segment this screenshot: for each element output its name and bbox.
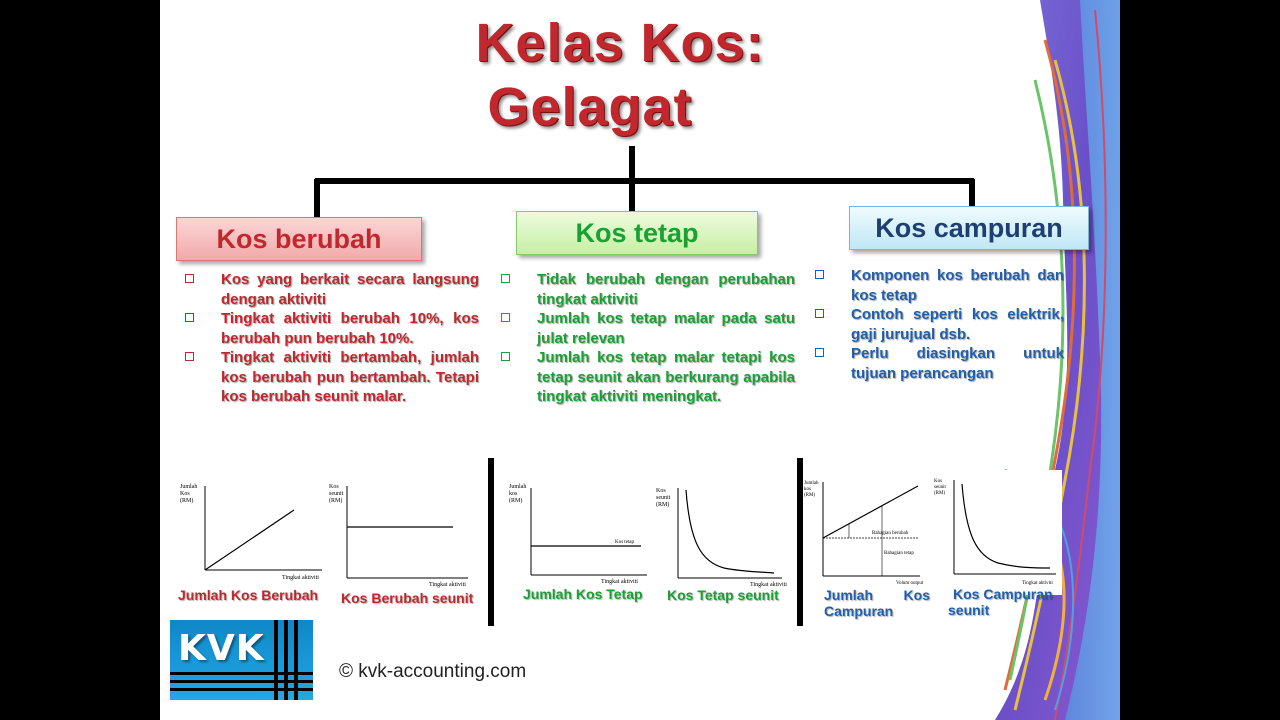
- caption-jumlah-kos-berubah: Jumlah Kos Berubah: [178, 587, 319, 603]
- graph-kos-berubah-seunit: [323, 478, 483, 593]
- caption-jumlah-kos-campuran-1: Jumlah Kos: [824, 587, 930, 603]
- copyright-text: © kvk-accounting.com: [339, 661, 527, 682]
- caption-kos-tetap-seunit: Kos Tetap seunit: [667, 587, 779, 603]
- kos-campuran-box: [849, 206, 1089, 250]
- kos-berubah-box: [176, 217, 422, 261]
- svg-text:(RM): (RM): [329, 498, 343, 504]
- svg-text:Tingkat aktiviti: Tingkat aktiviti: [282, 575, 319, 581]
- list-item: Tingkat aktiviti bertambah, jumlah kos berubah pun bertambah. Tetapi kos berubah seunit malar.: [185, 348, 479, 407]
- checkbox-bullet-icon: [185, 313, 194, 322]
- kvk-logo-text: KVK: [178, 628, 265, 669]
- kvk-logo-hstripe-2: [170, 680, 313, 683]
- title-line-2: Gelagat: [487, 77, 693, 137]
- graph-jumlah-kos-campuran: [802, 476, 932, 593]
- caption-kos-campuran-seunit-1: Kos Campuran: [953, 586, 1053, 602]
- svg-text:kos: kos: [804, 487, 811, 492]
- kos-campuran-label: Kos campuran: [875, 212, 1063, 243]
- kvk-logo-hstripe-3: [170, 688, 313, 691]
- checkbox-bullet-icon: [501, 313, 510, 322]
- checkbox-bullet-icon: [185, 274, 194, 283]
- svg-text:Kos: Kos: [180, 491, 190, 497]
- svg-text:(RM): (RM): [509, 498, 523, 504]
- list-item: Kos yang berkait secara langsung dengan aktiviti: [185, 270, 479, 309]
- svg-text:Jumlah: Jumlah: [804, 481, 819, 486]
- list-item: Contoh seperti kos elektrik, gaji jurujual dsb.: [815, 305, 1064, 344]
- caption-kos-berubah-seunit: Kos Berubah seunit: [341, 590, 474, 606]
- kos-tetap-label: Kos tetap: [575, 217, 699, 248]
- svg-text:Kos: Kos: [656, 488, 666, 494]
- separator-1: [488, 458, 494, 626]
- caption-kos-campuran-seunit-2: seunit: [948, 602, 990, 618]
- checkbox-bullet-icon: [185, 352, 194, 361]
- kos-berubah-label: Kos berubah: [216, 223, 382, 254]
- kvk-logo-vstripe-3: [294, 620, 298, 700]
- kos-tetap-box: [516, 211, 758, 255]
- svg-text:kos: kos: [509, 491, 518, 497]
- svg-text:Bahagian berubah: Bahagian berubah: [872, 531, 909, 536]
- checkbox-bullet-icon: [501, 274, 510, 283]
- caption-jumlah-kos-tetap: Jumlah Kos Tetap: [523, 586, 643, 602]
- svg-text:Jumlah: Jumlah: [180, 484, 198, 490]
- svg-text:seunit: seunit: [656, 495, 671, 501]
- graph-kos-tetap-seunit: [654, 484, 804, 599]
- graph-kos-campuran-seunit: [932, 470, 1062, 595]
- slide: [160, 0, 1120, 720]
- list-item: Jumlah kos tetap malar pada satu julat relevan: [501, 309, 795, 348]
- svg-text:Volum output: Volum output: [896, 581, 924, 586]
- svg-text:Tingkat aktiviti: Tingkat aktiviti: [429, 582, 466, 588]
- kos-tetap-bullets: [501, 270, 795, 407]
- list-item: Tidak berubah dengan perubahan tingkat aktiviti: [501, 270, 795, 309]
- kos-campuran-bullets: [815, 266, 1064, 383]
- graph-jumlah-kos-berubah: [174, 478, 334, 593]
- connector-tree: [160, 0, 1120, 230]
- list-item: Komponen kos berubah dan kos tetap: [815, 266, 1064, 305]
- svg-text:(RM): (RM): [934, 491, 946, 496]
- caption-jumlah-kos-campuran-2: Campuran: [824, 603, 894, 619]
- kvk-logo-vstripe-2: [284, 620, 288, 700]
- checkbox-bullet-icon: [815, 270, 824, 279]
- svg-text:seunit: seunit: [934, 485, 946, 490]
- checkbox-bullet-icon: [501, 352, 510, 361]
- list-item: Tingkat aktiviti berubah 10%, kos berubah pun berubah 10%.: [185, 309, 479, 348]
- title-line-1: Kelas Kos:: [475, 13, 765, 73]
- svg-text:Tingkat aktiviti: Tingkat aktiviti: [601, 579, 638, 585]
- checkbox-bullet-icon: [815, 348, 824, 357]
- svg-text:Bahagian tetap: Bahagian tetap: [884, 551, 914, 556]
- svg-text:(RM): (RM): [804, 493, 816, 498]
- kos-berubah-bullets: [185, 270, 479, 407]
- svg-text:Kos: Kos: [934, 479, 943, 484]
- svg-text:Kos: Kos: [329, 484, 339, 490]
- svg-text:Jumlah: Jumlah: [509, 484, 527, 490]
- checkbox-bullet-icon: [815, 309, 824, 318]
- list-item: Perlu diasingkan untuk tujuan perancangan: [815, 344, 1064, 383]
- svg-text:Tingkat aktiviti: Tingkat aktiviti: [750, 582, 787, 588]
- svg-text:Kos tetap: Kos tetap: [615, 540, 635, 545]
- svg-text:Tingkat aktiviti: Tingkat aktiviti: [1022, 581, 1053, 586]
- svg-text:(RM): (RM): [656, 502, 670, 508]
- list-item: Jumlah kos tetap malar tetapi kos tetap seunit akan berkurang apabila tingkat aktiviti meningkat.: [501, 348, 795, 407]
- kvk-logo: [170, 620, 313, 700]
- graph-jumlah-kos-tetap: [505, 480, 665, 590]
- kvk-logo-vstripe-1: [274, 620, 278, 700]
- svg-text:seunit: seunit: [329, 491, 344, 497]
- kvk-logo-hstripe-1: [170, 672, 313, 675]
- svg-text:(RM): (RM): [180, 498, 194, 504]
